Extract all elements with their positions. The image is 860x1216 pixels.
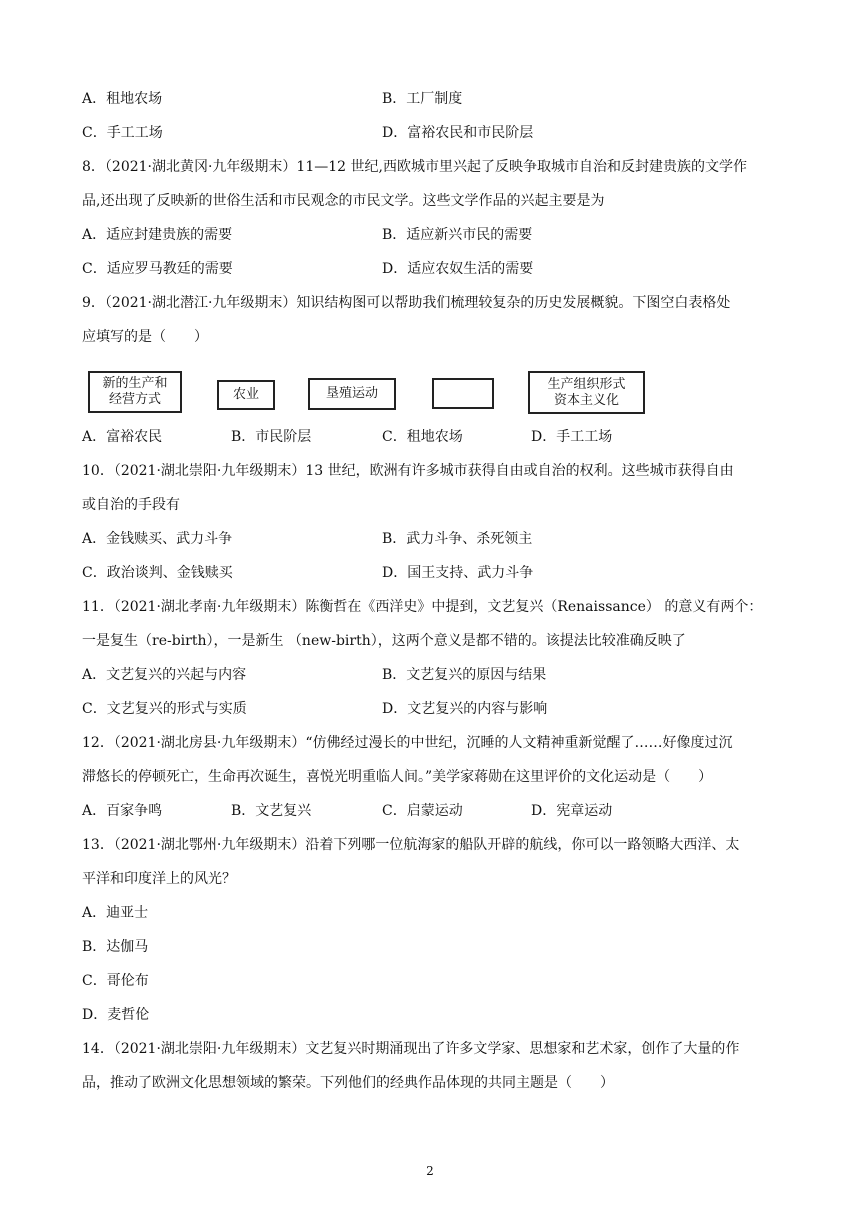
diagram-box-capitalist-organization [528,371,645,414]
q7-option-d: D．富裕农民和市民阶层 [382,125,534,141]
diagram-box-blank [432,378,494,409]
q10-option-d: D．国王支持、武力斗争 [382,565,534,581]
q13-option-c: C．哥伦布 [82,973,149,989]
q7-option-a: A．租地农场 [82,91,163,107]
q12-option-c: C．启蒙运动 [382,803,463,819]
q8-option-b: B．适应新兴市民的需要 [382,227,533,243]
q12-option-d: D．宪章运动 [531,803,613,819]
diagram-box-agriculture [217,380,275,410]
q10-option-b: B．武力斗争、杀死领主 [382,531,533,547]
q10-stem-line1: 10．（2021·湖北崇阳·九年级期末）13 世纪，欧洲有许多城市获得自由或自治的权利。这些城市获得自由 [82,463,734,479]
q10-option-c: C．政治谈判、金钱赎买 [82,565,233,581]
q13-option-b: B．达伽马 [82,939,149,955]
q12-stem-line1: 12．（2021·湖北房县·九年级期末）“仿佛经过漫长的中世纪，沉睡的人文精神重新觉醒了……好像度过沉 [82,735,733,751]
q11-option-b: B．文艺复兴的原因与结果 [382,667,547,683]
diagram-box-capitalist-organization-line2: 资本主义化 [553,392,619,408]
diagram-box-capitalist-organization-line1: 生产组织形式 [547,376,626,392]
q9-option-d: D．手工工场 [531,429,613,445]
q9-option-c: C．租地农场 [382,429,463,445]
q13-stem-line1: 13．（2021·湖北鄂州·九年级期末）沿着下列哪一位航海家的船队开辟的航线，你可以一路领略大西洋、太 [82,837,740,853]
q11-option-d: D．文艺复兴的内容与影响 [382,701,548,717]
page-number: 2 [426,1164,434,1178]
q14-stem-line2: 品，推动了欧洲文化思想领域的繁荣。下列他们的经典作品体现的共同主题是（ ） [82,1075,614,1091]
q12-option-b: B．文艺复兴 [231,803,312,819]
q13-stem-line2: 平洋和印度洋上的风光？ [82,871,236,887]
diagram-box-production-mode-line1: 新的生产和 [102,376,168,391]
q7-option-b: B．工厂制度 [382,91,463,107]
q9-option-b: B．市民阶层 [231,429,312,445]
diagram-box-production-mode [88,371,182,413]
q12-stem-line2: 滞悠长的停顿死亡，生命再次诞生，喜悦光明重临人间。”美学家蒋勋在这里评价的文化运动是（ ） [82,769,713,785]
q10-stem-line2: 或自治的手段有 [82,497,180,513]
diagram-box-agriculture-label: 农业 [232,387,259,402]
q11-stem-line2: 一是复生（re-birth），一是新生 （new-birth），这两个意义是都不错的。该提法比较准确反映了 [82,633,686,649]
q8-option-d: D．适应农奴生活的需要 [382,261,534,277]
q7-option-c: C．手工工场 [82,125,163,141]
q13-option-d: D．麦哲伦 [82,1007,150,1023]
diagram-box-reclamation-label: 垦殖运动 [325,386,378,401]
q10-option-a: A．金钱赎买、武力斗争 [82,531,233,547]
q9-option-a: A．富裕农民 [82,429,163,445]
q8-option-c: C．适应罗马教廷的需要 [82,261,233,277]
q9-stem-line2: 应填写的是（ ） [82,329,208,345]
q11-option-a: A．文艺复兴的兴起与内容 [82,667,247,683]
q9-stem-line1: 9．（2021·湖北潜江·九年级期末）知识结构图可以帮助我们梳理较复杂的历史发展概貌。下图空白表格处 [82,295,731,311]
q14-stem-line1: 14．（2021·湖北崇阳·九年级期末）文艺复兴时期涌现出了许多文学家、思想家和艺术家，创作了大量的作 [82,1041,740,1057]
q11-option-c: C．文艺复兴的形式与实质 [82,701,247,717]
q13-option-a: A．迪亚士 [82,905,149,921]
diagram-box-production-mode-line2: 经营方式 [108,392,161,407]
q8-option-a: A．适应封建贵族的需要 [82,227,233,243]
q11-stem-line1: 11．（2021·湖北孝南·九年级期末）陈衡哲在《西洋史》中提到，文艺复兴（Renaissance） 的意义有两个： [82,599,763,615]
q12-option-a: A．百家争鸣 [82,803,163,819]
q8-stem-line2: 品,还出现了反映新的世俗生活和市民观念的市民文学。这些文学作品的兴起主要是为 [82,193,605,209]
q8-stem-line1: 8．（2021·湖北黄冈·九年级期末）11—12 世纪,西欧城市里兴起了反映争取城市自治和反封建贵族的文学作 [82,159,747,175]
diagram-box-reclamation [308,378,396,410]
